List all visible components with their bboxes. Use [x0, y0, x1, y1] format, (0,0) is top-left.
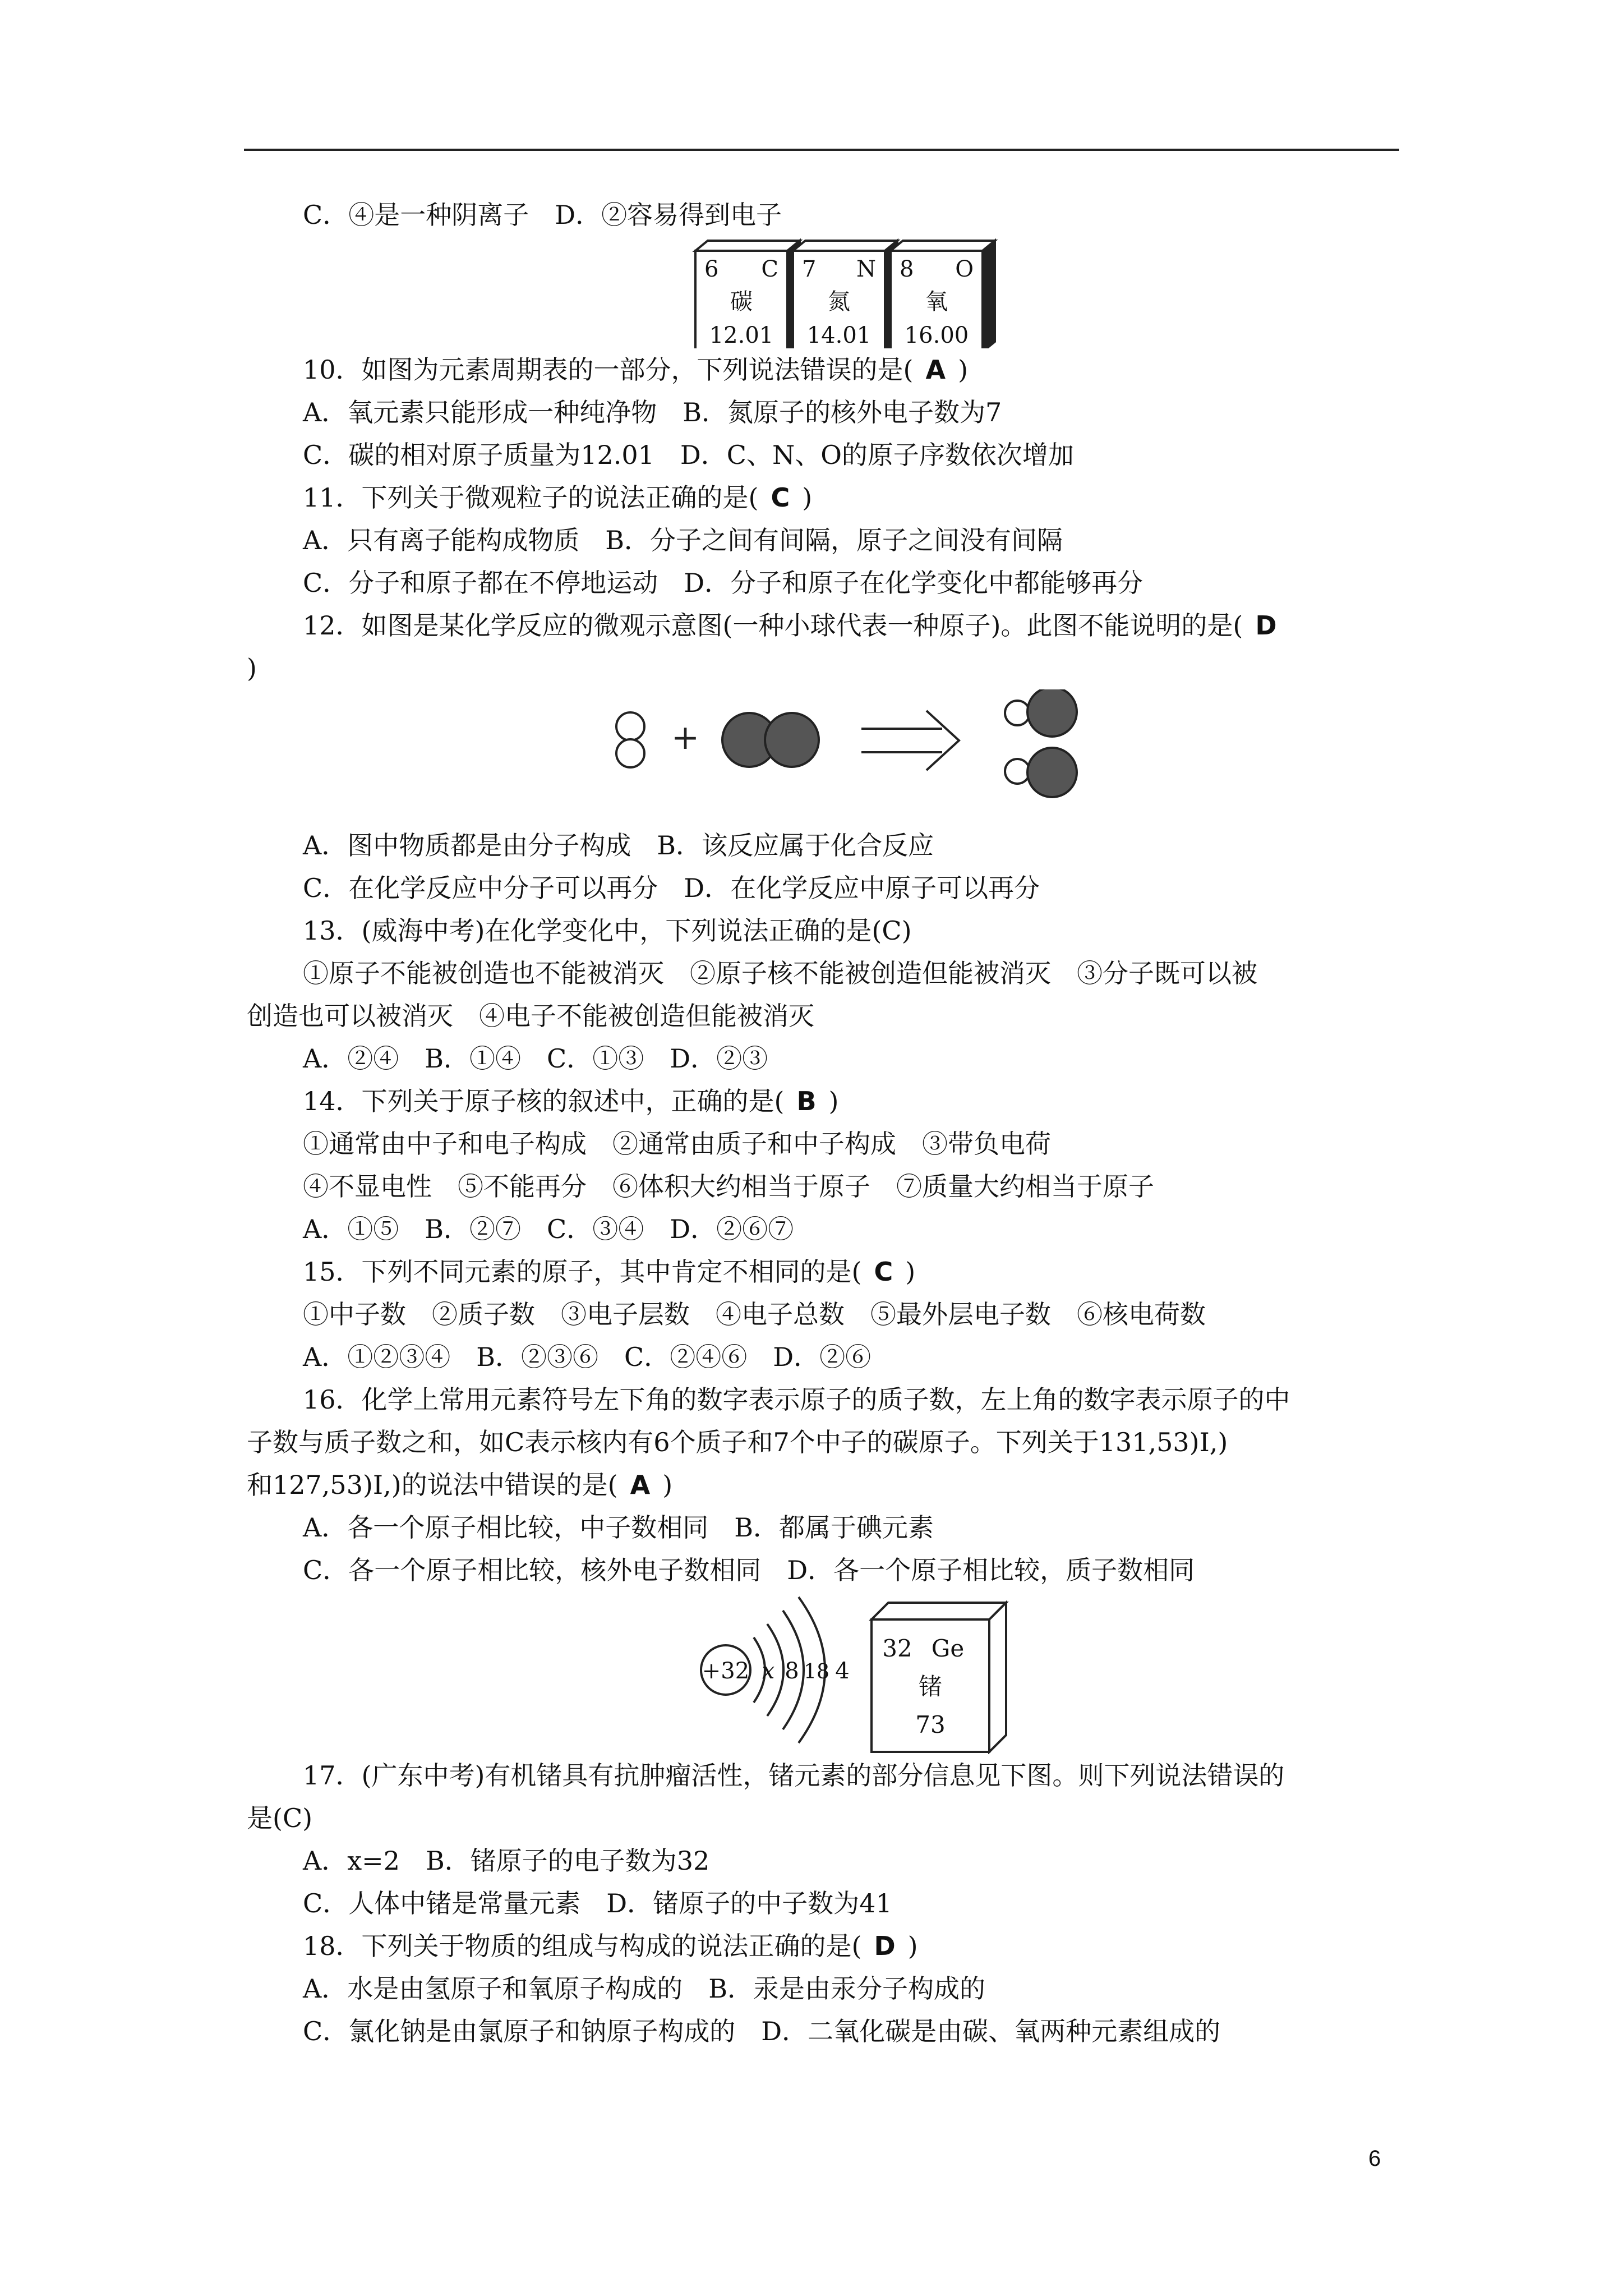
q18-answer: D — [874, 1931, 896, 1961]
q12-close: ) — [247, 653, 257, 683]
q10-answer: A — [925, 355, 946, 385]
white-atom — [1005, 759, 1030, 784]
dark-atom — [765, 713, 819, 767]
atomic-mass: 14.01 — [806, 323, 872, 348]
q18-options-cd: C．氯化钠是由氯原子和钠原子构成的 D．二氧化碳是由碳、氧两种元素组成的 — [303, 2016, 1221, 2046]
element-cell-o — [891, 241, 995, 348]
q16-answer: A — [630, 1470, 651, 1500]
white-atom — [1005, 701, 1030, 725]
germanium-atom-structure — [701, 1597, 850, 1743]
q9-options-cd: C．④是一种阴离子 D．②容易得到电子 — [303, 200, 782, 230]
reactant-dark-molecule — [722, 713, 819, 767]
periodic-table-svg — [247, 236, 1402, 348]
q14-answer: B — [796, 1086, 817, 1116]
q18-stem-text: 18．下列关于物质的组成与构成的说法正确的是( — [303, 1931, 862, 1961]
germanium-atomic-number: 32 — [882, 1635, 912, 1662]
q12-stem-text: 12．如图是某化学反应的微观示意图(一种小球代表一种原子)。此图不能说明的是( — [303, 610, 1243, 641]
shell-electrons-3: 18 — [804, 1660, 829, 1683]
atomic-number: 7 — [802, 256, 817, 282]
shell-electrons-4: 4 — [835, 1658, 850, 1684]
q12-stem — [247, 604, 1402, 647]
q11-options-cd: C．分子和原子都在不停地运动 D．分子和原子在化学变化中都能够再分 — [303, 568, 1144, 598]
plus-sign: + — [671, 718, 700, 757]
product-molecule-1 — [1005, 689, 1077, 737]
q16-options-cd: C．各一个原子相比较，核外电子数相同 D．各一个原子相比较，质子数相同 — [303, 1555, 1195, 1585]
document-page — [247, 194, 1402, 2053]
q11-close: ) — [802, 482, 813, 513]
product-molecule-2 — [1005, 748, 1077, 797]
germanium-symbol: Ge — [931, 1635, 965, 1662]
atomic-number: 8 — [900, 256, 914, 282]
q16-options-ab: A．各一个原子相比较，中子数相同 B．都属于碘元素 — [303, 1512, 934, 1543]
q13-options: A．②④ B．①④ C．①③ D．②③ — [303, 1043, 768, 1074]
reactant-white-molecule — [616, 712, 644, 767]
q11-stem — [247, 476, 1402, 519]
q15-options: A．①②③④ B．②③⑥ C．②④⑥ D．②⑥ — [303, 1342, 872, 1372]
q12-options-ab: A．图中物质都是由分子构成 B．该反应属于化合反应 — [303, 830, 934, 861]
q13-items-line1: ①原子不能被创造也不能被消灭 ②原子核不能被创造但能被消灭 ③分子既可以被 — [303, 958, 1257, 988]
q17-line2: 是(C) — [247, 1803, 313, 1833]
q15-items: ①中子数 ②质子数 ③电子层数 ④电子总数 ⑤最外层电子数 ⑥核电荷数 — [303, 1299, 1206, 1329]
q11-stem-text: 11．下列关于微观粒子的说法正确的是( — [303, 482, 759, 513]
q16-line1: 16．化学上常用元素符号左下角的数字表示原子的质子数，左上角的数字表示原子的中 — [303, 1384, 1290, 1415]
q10-options-ab: A．氧元素只能形成一种纯净物 B．氮原子的核外电子数为7 — [303, 397, 1002, 427]
dark-atom — [1027, 689, 1077, 737]
atomic-number: 6 — [704, 256, 719, 282]
q10-stem-text: 10．如图为元素周期表的一部分，下列说法错误的是( — [303, 355, 914, 385]
element-cell-n — [793, 241, 897, 348]
germanium-element-card — [872, 1603, 1006, 1752]
q14-items-line1: ①通常由中子和电子构成 ②通常由质子和中子构成 ③带负电荷 — [303, 1129, 1051, 1159]
germanium-figure — [247, 1591, 1402, 1754]
reaction-arrow — [861, 711, 959, 770]
q10-options-cd: C．碳的相对原子质量为12.01 D．C、N、O的原子序数依次增加 — [303, 440, 1074, 470]
q10-close: ) — [958, 355, 969, 385]
germanium-name: 锗 — [918, 1673, 943, 1700]
q13-stem: 13．(威海中考)在化学变化中，下列说法正确的是(C) — [303, 915, 912, 946]
element-name: 氮 — [828, 289, 850, 315]
q18-stem — [247, 1925, 1402, 1967]
q17-options-ab: A．x=2 B．锗原子的电子数为32 — [303, 1846, 710, 1876]
q16-line3-text: 和127,53)I,)的说法中错误的是( — [247, 1470, 618, 1500]
page-number: 6 — [1368, 2146, 1381, 2171]
q16-line3 — [247, 1464, 1402, 1506]
q14-close: ) — [828, 1086, 839, 1116]
q12-answer: D — [1255, 610, 1277, 641]
periodic-table-figure — [247, 236, 1402, 348]
nucleus-charge: +32 — [702, 1658, 750, 1684]
q17-line1: 17．(广东中考)有机锗具有抗肿瘤活性，锗元素的部分信息见下图。则下列说法错误的 — [303, 1760, 1285, 1791]
shell-electrons-1: x — [762, 1658, 775, 1684]
element-cell-c — [695, 241, 800, 348]
atomic-mass: 16.00 — [904, 323, 969, 348]
header-rule — [244, 149, 1399, 151]
q16-close: ) — [662, 1470, 673, 1500]
q16-line2: 子数与质子数之和，如C表示核内有6个质子和7个中子的碳原子。下列关于131,53)I,) — [247, 1427, 1228, 1457]
q10-stem — [247, 348, 1402, 391]
q11-options-ab: A．只有离子能构成物质 B．分子之间有间隔，原子之间没有间隔 — [303, 525, 1063, 555]
q15-stem-text: 15．下列不同元素的原子，其中肯定不相同的是( — [303, 1257, 862, 1287]
dark-atom — [1027, 748, 1077, 797]
reaction-diagram — [247, 689, 1402, 824]
q18-close: ) — [907, 1931, 918, 1961]
q11-answer: C — [771, 482, 790, 513]
q15-stem — [247, 1250, 1402, 1293]
germanium-atomic-mass: 73 — [915, 1711, 946, 1738]
shell-electrons-2: 8 — [785, 1658, 799, 1684]
element-symbol: N — [856, 256, 876, 282]
element-symbol: C — [761, 256, 778, 282]
q15-answer: C — [874, 1257, 893, 1287]
q18-options-ab: A．水是由氢原子和氧原子构成的 B．汞是由汞分子构成的 — [303, 1973, 986, 2004]
white-atom — [616, 739, 644, 767]
q14-stem — [247, 1080, 1402, 1122]
element-symbol: O — [955, 256, 974, 282]
element-name: 氧 — [925, 289, 948, 315]
q13-items-line2: 创造也可以被消灭 ④电子不能被创造但能被消灭 — [247, 1001, 814, 1031]
q17-options-cd: C．人体中锗是常量元素 D．锗原子的中子数为41 — [303, 1888, 892, 1918]
white-atom — [616, 712, 644, 740]
q15-close: ) — [905, 1257, 916, 1287]
q14-options: A．①⑤ B．②⑦ C．③④ D．②⑥⑦ — [303, 1214, 794, 1244]
q12-options-cd: C．在化学反应中分子可以再分 D．在化学反应中原子可以再分 — [303, 873, 1040, 903]
q14-stem-text: 14．下列关于原子核的叙述中，正确的是( — [303, 1086, 785, 1116]
q14-items-line2: ④不显电性 ⑤不能再分 ⑥体积大约相当于原子 ⑦质量大约相当于原子 — [303, 1171, 1154, 1202]
atomic-mass: 12.01 — [709, 323, 774, 348]
element-name: 碳 — [730, 289, 753, 315]
